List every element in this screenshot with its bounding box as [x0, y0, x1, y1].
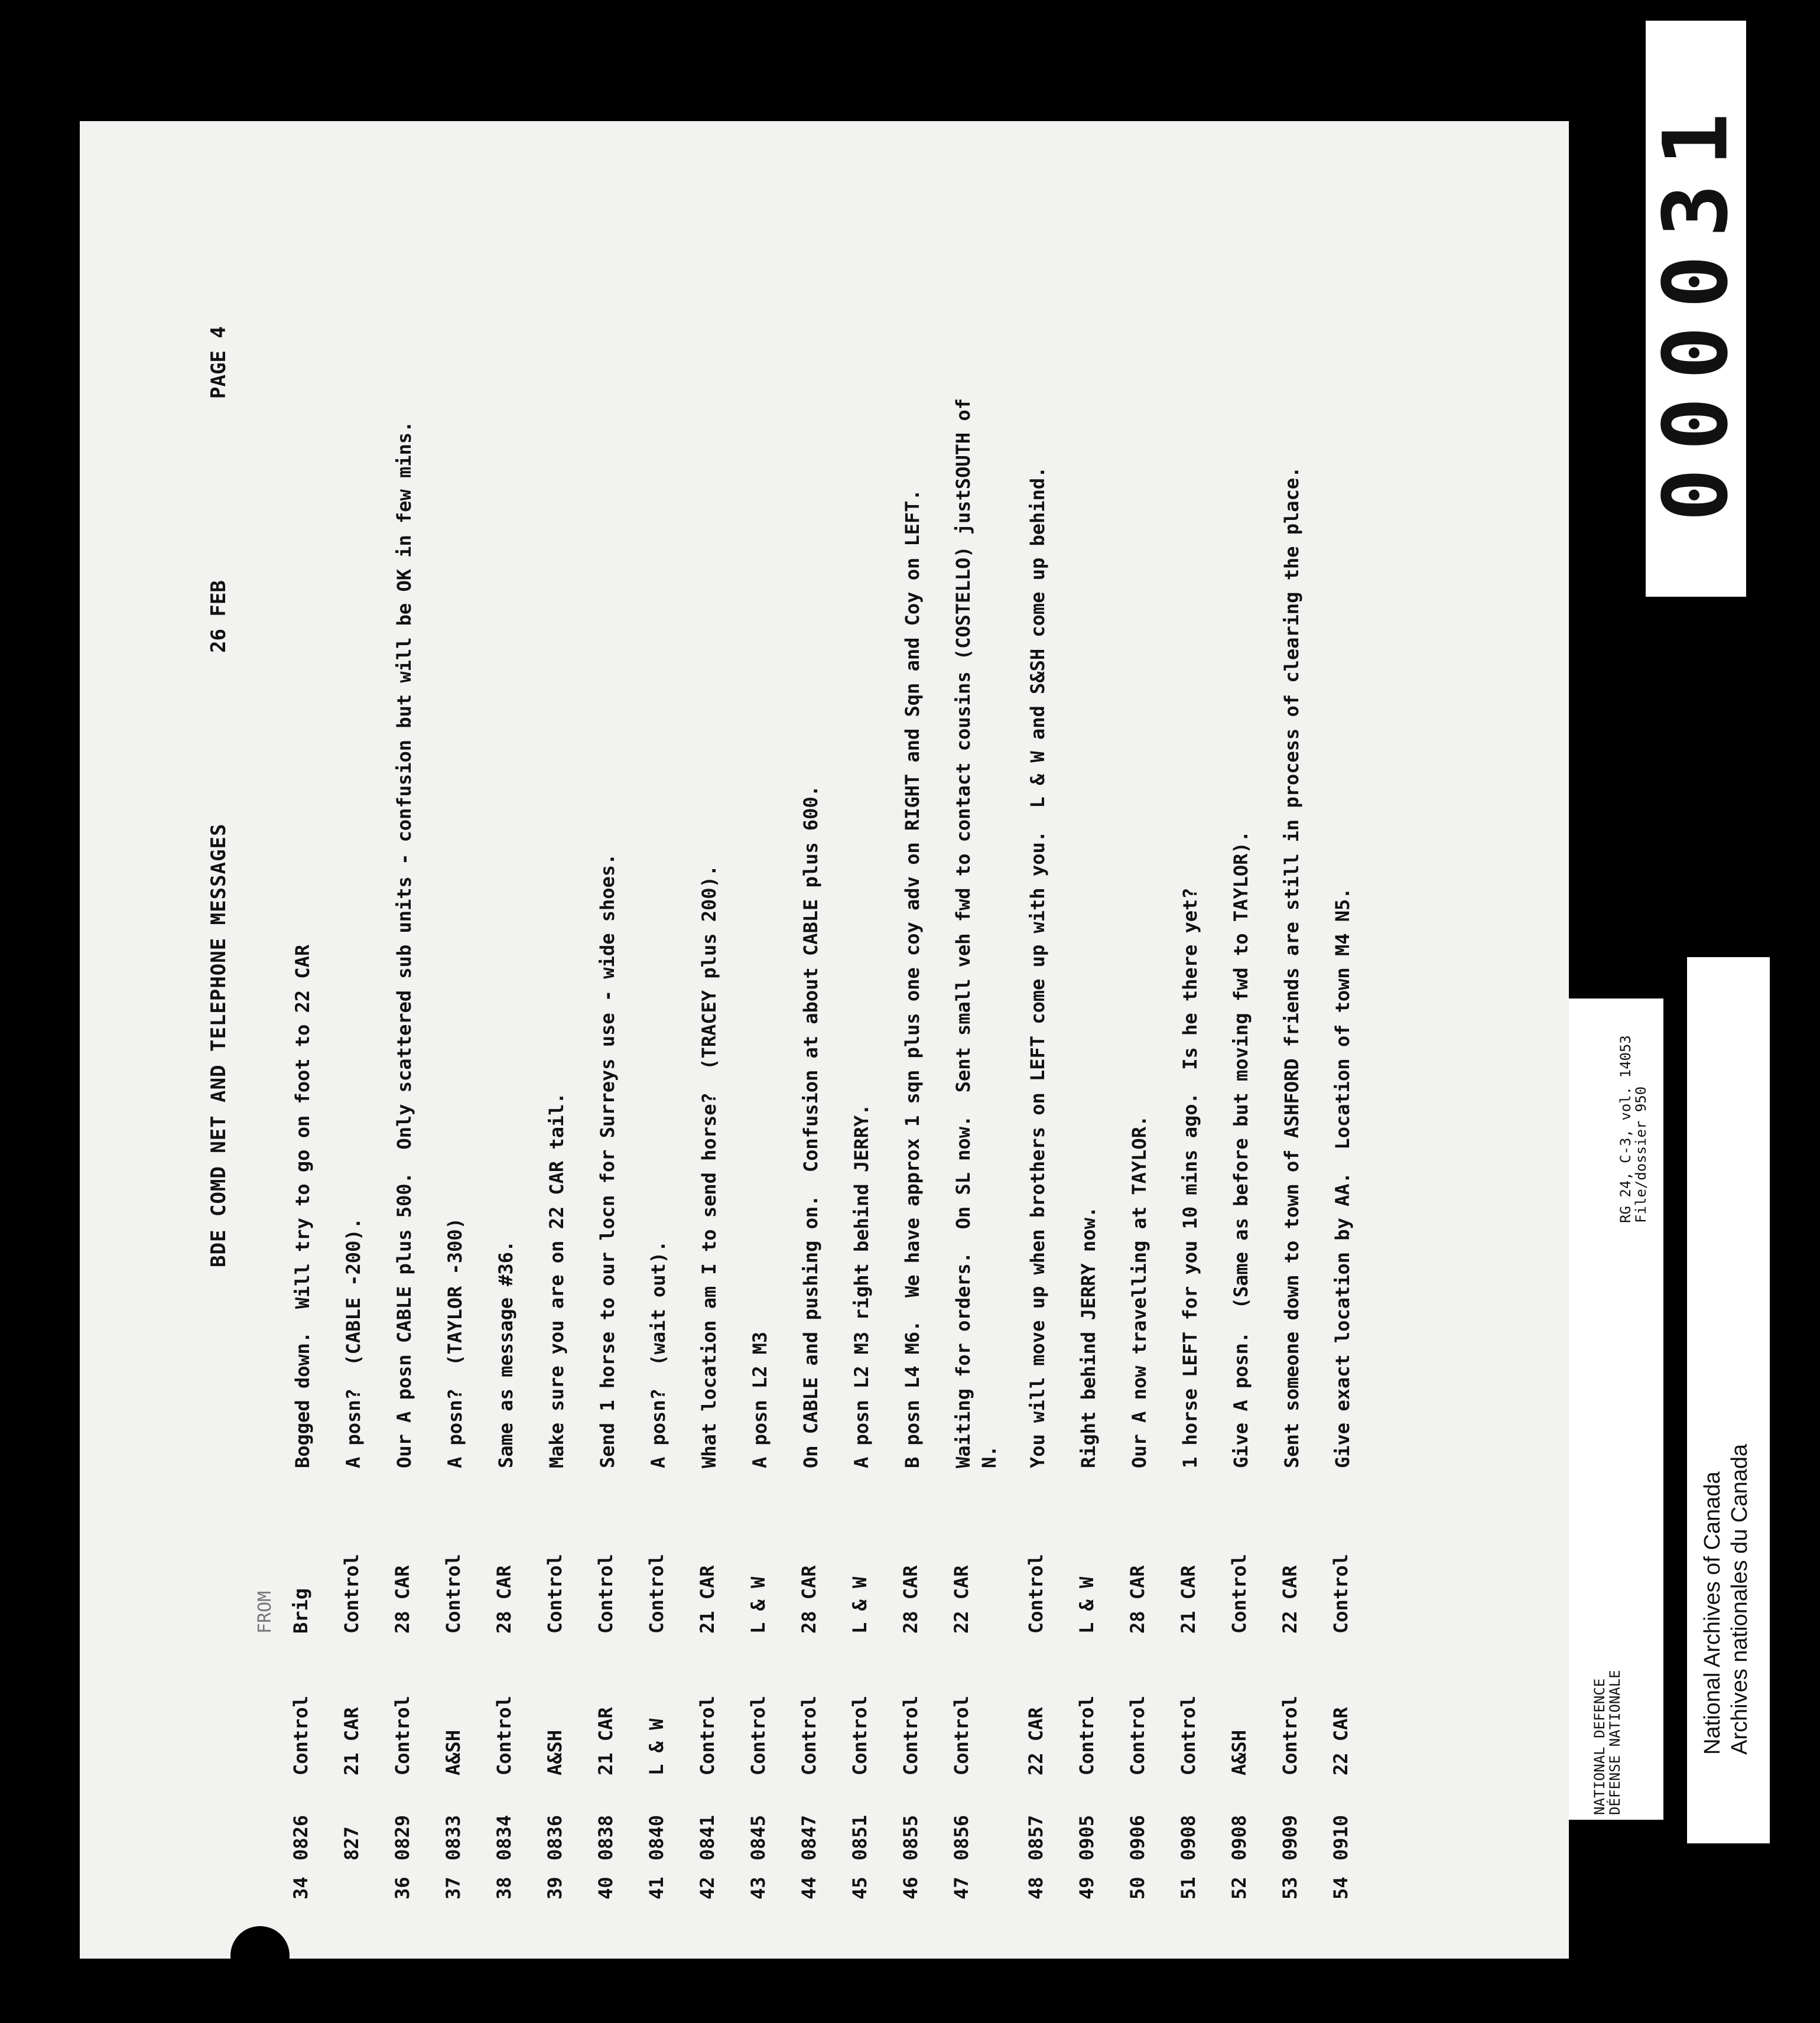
message-to: Control	[950, 1696, 973, 1775]
message-number: 46	[899, 1876, 922, 1900]
file-reference: File/dossier 950	[1633, 1086, 1649, 1223]
message-from: Control	[340, 1554, 363, 1634]
message-to: 21 CAR	[594, 1707, 617, 1775]
message-time: 827	[340, 1826, 363, 1861]
message-text: A posn? (CABLE -200).	[342, 1218, 365, 1468]
message-from: 28 CAR	[899, 1565, 922, 1634]
message-number: 37	[442, 1876, 464, 1900]
message-time: 0857	[1025, 1814, 1047, 1861]
message-to: Control	[1177, 1696, 1200, 1775]
message-time: 0836	[544, 1814, 566, 1861]
message-time: 0826	[290, 1814, 312, 1861]
department-name-fr: DÉFENSE NATIONALE	[1607, 1670, 1623, 1815]
document-date: 26 FEB	[207, 580, 230, 653]
message-text: Our A now travelling at TAYLOR.	[1128, 1115, 1150, 1468]
message-text: Right behind JERRY now.	[1077, 1206, 1100, 1468]
message-to: 22 CAR	[1025, 1707, 1047, 1775]
message-time: 0909	[1279, 1814, 1301, 1861]
message-time: 0905	[1075, 1814, 1098, 1861]
message-number: 44	[798, 1876, 820, 1900]
message-time: 0833	[442, 1814, 464, 1861]
message-number: 54	[1330, 1876, 1352, 1900]
message-number: 34	[290, 1876, 312, 1900]
message-from: 22 CAR	[1279, 1565, 1301, 1634]
message-number: 42	[696, 1876, 719, 1900]
message-to: Control	[1126, 1696, 1149, 1775]
message-number: 52	[1228, 1876, 1250, 1900]
frame-number-stamp	[1646, 21, 1746, 597]
message-text: Give A posn. (Same as before but moving fwd to TAYLOR).	[1230, 831, 1252, 1468]
message-time: 0845	[747, 1814, 769, 1861]
page-number: PAGE 4	[207, 326, 230, 399]
message-text: On CABLE and pushing on. Confusion at about CABLE plus 600.	[800, 785, 822, 1468]
message-text: Sent someone down to town of ASHFORD friends are still in process of clearing the place.	[1280, 466, 1303, 1468]
message-from: Control	[1025, 1554, 1047, 1634]
message-from: 21 CAR	[696, 1565, 719, 1634]
message-from: Control	[442, 1554, 464, 1634]
document-rotated-content	[80, 121, 1569, 1959]
column-header-from: FROM	[255, 1591, 275, 1634]
document-title: BDE COMD NET AND TELEPHONE MESSAGES	[207, 823, 230, 1267]
message-time: 0908	[1228, 1814, 1250, 1861]
message-text: A posn L2 M3 right behind JERRY.	[850, 1104, 873, 1468]
message-time: 0847	[798, 1814, 820, 1861]
archives-name-en: National Archives of Canada	[1700, 1471, 1725, 1755]
message-text: 1 horse LEFT for you 10 mins ago. Is he there yet?	[1179, 887, 1201, 1468]
message-number: 47	[950, 1876, 973, 1900]
message-to: Control	[696, 1696, 719, 1775]
message-text: B posn L4 M6. We have approx 1 sqn plus one coy adv on RIGHT and Sqn and Coy on LEFT.	[901, 489, 924, 1468]
archives-label	[1687, 957, 1770, 1843]
message-from: Control	[645, 1554, 668, 1634]
message-from: Control	[1330, 1554, 1352, 1634]
message-from: 28 CAR	[493, 1565, 515, 1634]
message-text: Give exact location by AA. Location of town M4 N5.	[1331, 887, 1354, 1468]
message-text: A posn? (wait out).	[647, 1240, 670, 1468]
department-label	[1569, 999, 1663, 1820]
message-time: 0834	[493, 1814, 515, 1861]
message-from: L & W	[849, 1576, 871, 1634]
message-number: 40	[594, 1876, 617, 1900]
message-time: 0841	[696, 1814, 719, 1861]
message-to: A&SH	[442, 1729, 464, 1775]
archives-name-fr: Archives nationales du Canada	[1727, 1443, 1752, 1755]
message-to: Control	[290, 1696, 312, 1775]
message-text: Waiting for orders. On SL now. Sent small veh fwd to contact cousins (COSTELLO) justSOUTH of N.	[952, 398, 1000, 1468]
message-text: Same as message #36.	[495, 1240, 517, 1468]
message-text: A posn? (TAYLOR -300)	[444, 1218, 466, 1468]
message-number: 39	[544, 1876, 566, 1900]
message-from: Control	[594, 1554, 617, 1634]
department-name-en: NATIONAL DEFENCE	[1591, 1678, 1608, 1815]
message-to: Control	[1279, 1696, 1301, 1775]
message-time: 0838	[594, 1814, 617, 1861]
message-to: Control	[798, 1696, 820, 1775]
message-text: Our A posn CABLE plus 500. Only scattered sub units - confusion but will be OK in few mins.	[393, 421, 415, 1468]
message-to: Control	[747, 1696, 769, 1775]
message-text: You will move up when brothers on LEFT come up with you. L & W and S&SH come up behind.	[1026, 466, 1049, 1468]
message-from: 22 CAR	[950, 1565, 973, 1634]
message-number: 43	[747, 1876, 769, 1900]
message-time: 0908	[1177, 1814, 1200, 1861]
message-time: 0910	[1330, 1814, 1352, 1861]
message-number: 50	[1126, 1876, 1149, 1900]
message-to: Control	[1075, 1696, 1098, 1775]
frame-number: 000031	[1644, 95, 1748, 522]
message-number: 38	[493, 1876, 515, 1900]
message-number: 41	[645, 1876, 668, 1900]
message-to: Control	[493, 1696, 515, 1775]
message-to: 21 CAR	[340, 1707, 363, 1775]
message-number: 49	[1075, 1876, 1098, 1900]
message-text: What location am I to send horse? (TRACEY plus 200).	[698, 864, 720, 1468]
message-to: A&SH	[544, 1729, 566, 1775]
message-to: 22 CAR	[1330, 1707, 1352, 1775]
message-to: Control	[899, 1696, 922, 1775]
message-time: 0851	[849, 1814, 871, 1861]
message-number: 51	[1177, 1876, 1200, 1900]
message-from: 28 CAR	[1126, 1565, 1149, 1634]
message-time: 0855	[899, 1814, 922, 1861]
message-time: 0856	[950, 1814, 973, 1861]
message-from: Control	[1228, 1554, 1250, 1634]
message-to: Control	[391, 1696, 414, 1775]
message-number: 48	[1025, 1876, 1047, 1900]
archive-reference: RG 24, C-3, vol. 14053	[1617, 1035, 1634, 1223]
message-time: 0906	[1126, 1814, 1149, 1861]
message-from: Brig	[290, 1588, 312, 1634]
message-to: L & W	[645, 1718, 668, 1775]
document-card	[80, 121, 1569, 1959]
message-from: 28 CAR	[391, 1565, 414, 1634]
message-time: 0829	[391, 1814, 414, 1861]
message-text: Make sure you are on 22 CAR tail.	[545, 1092, 568, 1468]
message-number: 45	[849, 1876, 871, 1900]
message-from: 21 CAR	[1177, 1565, 1200, 1634]
message-from: 28 CAR	[798, 1565, 820, 1634]
message-to: A&SH	[1228, 1729, 1250, 1775]
message-text: A posn L2 M3	[749, 1331, 771, 1468]
message-text: Send 1 horse to our locn for Surreys use - wide shoes.	[596, 853, 619, 1468]
message-number: 53	[1279, 1876, 1301, 1900]
message-to: Control	[849, 1696, 871, 1775]
message-from: Control	[544, 1554, 566, 1634]
message-from: L & W	[747, 1576, 769, 1634]
message-number: 36	[391, 1876, 414, 1900]
message-time: 0840	[645, 1814, 668, 1861]
message-from: L & W	[1075, 1576, 1098, 1634]
message-text: Bogged down. Will try to go on foot to 22 CAR	[291, 944, 314, 1468]
